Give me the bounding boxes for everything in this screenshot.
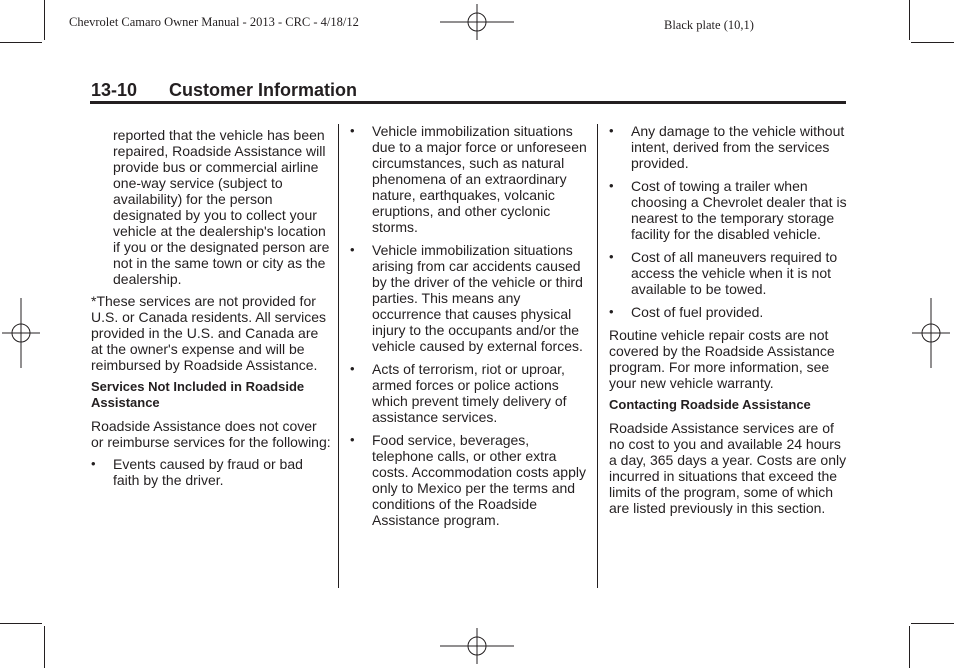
registration-mark-icon [912, 298, 950, 368]
bullet-icon: • [609, 123, 614, 138]
list-item-text: Vehicle immobilization situations due to a major force or unforeseen circumstances, such as natural phenomena of an extraordinary nature, earthquakes, volcanic eruptions, and other cyclonic storms. [372, 123, 587, 235]
crop-mark [909, 626, 910, 668]
bullet-icon: • [609, 249, 614, 264]
list-item-text: Any damage to the vehicle without intent, derived from the services provided. [631, 123, 845, 171]
list-item-text: Events caused by fraud or bad faith by the driver. [113, 456, 303, 488]
list-item-text: Cost of towing a trailer when choosing a Chevrolet dealer that is nearest to the temporary storage facility for the disabled vehicle. [631, 178, 847, 242]
paragraph: *These services are not provided for U.S. or Canada residents. All services provided in the U.S. and Canada are at the owner's expense and will be reimbursed by Roadside Assistance. [91, 293, 326, 373]
crop-mark [911, 42, 954, 43]
bullet-icon: • [350, 432, 355, 447]
list-item-text: Vehicle immobilization situations arising from car accidents caused by the driver of the vehicle or third parties. This means any occurrence that causes physical injury to the occupants and/or the vehicle caused by external forces. [372, 242, 583, 354]
bullet-list [91, 456, 331, 488]
print-header-right: Black plate (10,1) [664, 18, 754, 32]
section-title: Customer Information [169, 80, 358, 100]
paragraph: Roadside Assistance services are of no cost to you and available 24 hours a day, 365 days a year. Costs are only incurred in situations that exceed the limits of the program, some of which are listed previously in this section. [609, 420, 847, 516]
list-item [609, 178, 849, 242]
page-title [91, 80, 846, 102]
list-item-text: Cost of all maneuvers required to access the vehicle when it is not available to be towed. [631, 249, 838, 297]
page-number: 13-10 [91, 80, 138, 100]
list-item [350, 242, 590, 354]
bullet-icon: • [609, 178, 614, 193]
bullet-icon: • [350, 361, 355, 376]
bullet-icon: • [350, 242, 355, 257]
list-item-text: Cost of fuel provided. [631, 304, 764, 320]
list-item-text: Acts of terrorism, riot or uproar, armed forces or police actions which prevent timely delivery of assistance services. [372, 361, 567, 425]
registration-mark-icon [440, 628, 514, 664]
paragraph: reported that the vehicle has been repaired, Roadside Assistance will provide bus or commercial airline one-way service (subject to availability) for the person designated by you to collect your vehicle at the dealership's location if you or the designated person are not in the same town or city as the dealership. [113, 127, 330, 287]
list-item-text: Food service, beverages, telephone calls, or other extra costs. Accommodation costs apply only to Mexico per the terms and conditions of the Roadside Assistance program. [372, 432, 586, 528]
registration-mark-icon [440, 4, 514, 40]
list-item [609, 123, 849, 171]
crop-mark [911, 623, 954, 624]
bullet-list [350, 123, 590, 528]
crop-mark [44, 0, 45, 40]
subheading: Services Not Included in Roadside Assistance [91, 379, 305, 410]
paragraph: Routine vehicle repair costs are not covered by the Roadside Assistance program. For more information, see your new vehicle warranty. [609, 327, 835, 391]
list-item [350, 123, 590, 235]
crop-mark [0, 623, 42, 624]
column-divider [597, 124, 598, 588]
subheading: Contacting Roadside Assistance [609, 397, 811, 412]
bullet-icon: • [609, 304, 614, 319]
bullet-icon: • [350, 123, 355, 138]
registration-mark-icon [2, 298, 40, 368]
crop-mark [44, 626, 45, 668]
column-3 [609, 123, 849, 522]
crop-mark [0, 42, 42, 43]
list-item [350, 432, 590, 528]
list-item [609, 304, 849, 320]
column-1 [91, 127, 331, 495]
column-divider [338, 124, 339, 588]
list-item [350, 361, 590, 425]
paragraph: Roadside Assistance does not cover or reimburse services for the following: [91, 418, 331, 450]
list-item [91, 456, 331, 488]
crop-mark [909, 0, 910, 40]
bullet-list [609, 123, 849, 320]
list-item [609, 249, 849, 297]
print-header-left: Chevrolet Camaro Owner Manual - 2013 - CRC - 4/18/12 [69, 15, 359, 29]
title-rule [90, 101, 846, 104]
bullet-icon: • [91, 456, 96, 471]
column-2 [350, 123, 590, 535]
